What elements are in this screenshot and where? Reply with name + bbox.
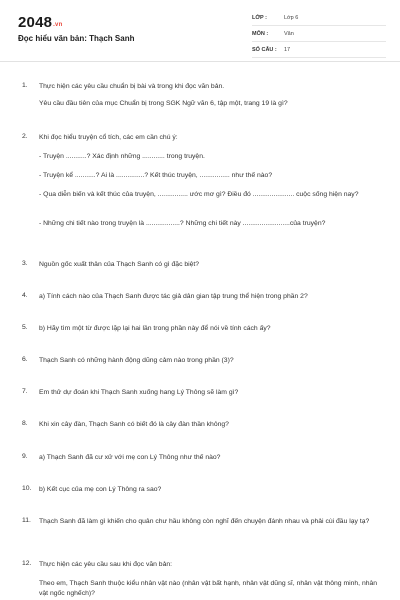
question-number: 4. [22, 292, 28, 299]
meta-label: SỐ CÂU : [252, 47, 277, 53]
question-text: b) Kết cục của mẹ con Lý Thông ra sao? [39, 486, 162, 493]
question-number: 8. [22, 420, 28, 427]
page-header [0, 0, 400, 62]
question-subtext: Yêu cầu đầu tiên của mục Chuẩn bị trong SGK Ngữ văn 6, tập một, trang 19 là gì? [39, 100, 288, 107]
question-number: 6. [22, 356, 28, 363]
question-text: Nguồn gốc xuất thân của Thạch Sanh có gì đặc biệt? [39, 261, 200, 268]
question-number: 2. [22, 133, 28, 140]
question-text: a) Thạch Sanh đã cư xử với mẹ con Lý Thông như thế nào? [39, 454, 221, 461]
question-subtext: - Những chi tiết nào trong truyện là ..................? Những chi tiết này .........................của truyện? [39, 220, 326, 227]
question-subtext: - Qua diễn biến và kết thúc của truyện, ................ ước mơ gì? Điều đó ...................... cuộc sống hiện nay? [39, 191, 359, 198]
question-text: Em thử dự đoán khi Thạch Sanh xuống hang Lý Thông sẽ làm gì? [39, 389, 239, 396]
logo-suffix: .vn [53, 22, 63, 28]
meta-value: Văn [284, 31, 294, 37]
question-number: 10. [22, 485, 32, 492]
meta-value: 17 [284, 47, 291, 53]
question-number: 11. [22, 517, 31, 524]
question-text: Khi đọc hiểu truyện cổ tích, các em cần chú ý: [39, 134, 178, 141]
meta-label: MÔN : [252, 31, 269, 37]
question-subtext: - Truyện kể ...........? Ai là ...............? Kết thúc truyện, ................ như thế nào? [39, 172, 273, 179]
question-number: 7. [22, 388, 28, 395]
question-text: Khi xin cây đàn, Thạch Sanh có biết đó là cây đàn thần không? [39, 421, 229, 428]
question-text: Thạch Sanh có những hành động dũng cảm nào trong phần (3)? [39, 357, 234, 364]
question-number: 1. [22, 82, 28, 89]
question-number: 9. [22, 453, 28, 460]
question-number: 5. [22, 324, 28, 331]
meta-value: Lớp 6 [284, 15, 299, 21]
question-text: a) Tính cách nào của Thạch Sanh được tác giả dân gian tập trung thể hiện trong phần 2? [39, 293, 308, 300]
meta-row-subject [252, 28, 386, 42]
site-logo[interactable] [18, 14, 62, 31]
document-title: Đọc hiểu văn bản: Thạch Sanh [18, 34, 135, 43]
logo-text: 2048 [18, 14, 53, 31]
question-number: 3. [22, 260, 28, 267]
question-subtext: - Truyện ...........? Xác định những ............ trong truyện. [39, 153, 205, 160]
question-text: Thạch Sanh đã làm gì khiến cho quân chư hầu không còn nghĩ đến chuyện đánh nhau và phải cùi đầu lạy tạ? [39, 518, 370, 525]
meta-row-class [252, 12, 386, 26]
meta-row-question-count [252, 44, 386, 58]
meta-label: LỚP : [252, 15, 267, 21]
question-text: b) Hãy tìm một từ được lặp lại hai lần trong phần này để nói về tính cách ấy? [39, 325, 271, 332]
question-text: Thực hiện các yêu cầu chuẩn bị bài và trong khi đọc văn bản. [39, 83, 225, 90]
document-meta [252, 12, 386, 60]
question-text: Thực hiện các yêu cầu sau khi đọc văn bản: [39, 561, 173, 568]
question-number: 12. [22, 560, 32, 567]
question-subtext: Theo em, Thạch Sanh thuộc kiểu nhân vật nào (nhân vật bất hạnh, nhân vật dũng sĩ, nhân vật thông minh, nhân vật ngốc nghếch)? [39, 580, 378, 597]
